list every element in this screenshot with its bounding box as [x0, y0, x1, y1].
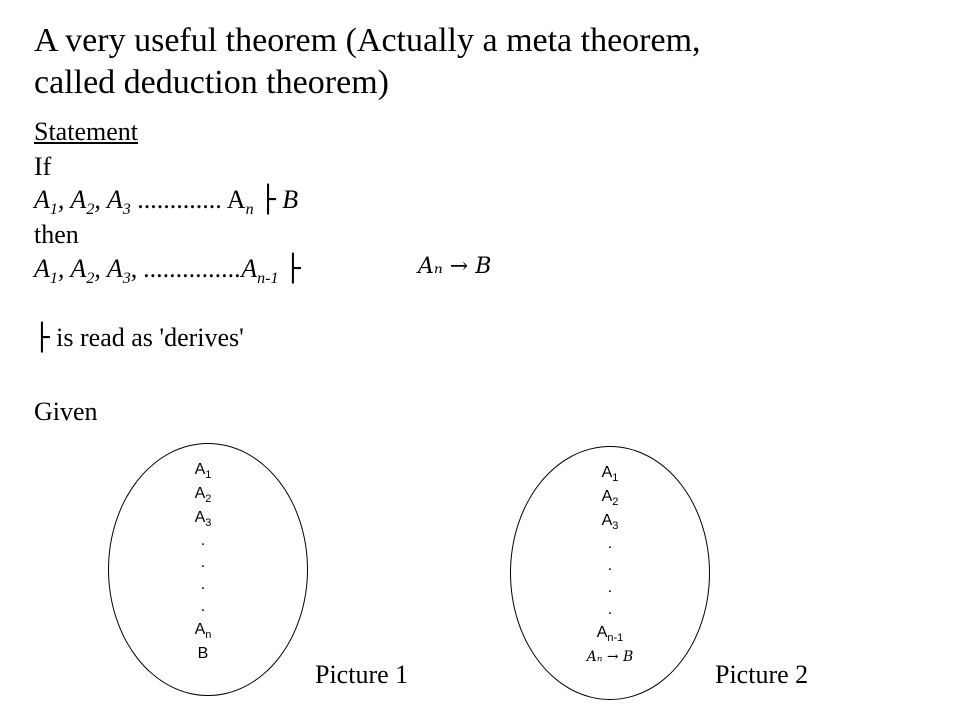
- turnstile-symbol: ├: [260, 185, 276, 215]
- picture1-item: $A_1$: [194, 461, 212, 481]
- line2-sep2: , A: [94, 254, 123, 283]
- picture1-list: [178, 458, 228, 666]
- line1-sub2: 2: [86, 201, 95, 218]
- line1-sub3: 3: [122, 201, 131, 218]
- picture1-caption: Picture 1: [315, 660, 409, 689]
- picture2-dot: .: [607, 557, 613, 574]
- line2-a: A: [34, 254, 50, 283]
- picture1-item: $A_2$: [194, 485, 212, 505]
- picture1-item: $A_n$: [194, 621, 212, 641]
- given-label: Given: [34, 397, 98, 426]
- picture2-item: $A_{n-1}$: [596, 624, 624, 644]
- picture2-item: $A_2$: [601, 488, 619, 508]
- line2-sub2: 2: [86, 270, 95, 287]
- derives-note: [34, 323, 244, 353]
- premise-line: [34, 185, 299, 218]
- line2-dots: , ...............A: [130, 254, 258, 283]
- turnstile-symbol: ├: [284, 254, 301, 284]
- slide-title: A very useful theorem (Actually a meta theorem, called deduction theorem): [34, 22, 701, 101]
- if-label: If: [34, 152, 52, 181]
- line2-sep1: , A: [57, 254, 87, 283]
- picture2-dot: .: [607, 579, 613, 596]
- line2-subn: n-1: [257, 270, 279, 287]
- picture2-item: $A_3$: [601, 512, 619, 532]
- line1-subn: n: [245, 201, 254, 218]
- line1-dots: ............. A: [130, 185, 246, 214]
- picture1-dot: .: [200, 554, 206, 571]
- picture2-dot: .: [607, 535, 613, 552]
- line1-sub1: 1: [49, 201, 58, 218]
- line2-sub3: 3: [122, 270, 131, 287]
- picture1-dot: .: [200, 532, 206, 549]
- line2-sub1: 1: [49, 270, 58, 287]
- picture2-dot: .: [607, 601, 613, 618]
- then-label: then: [34, 220, 79, 249]
- picture2-formula: Aₙ → B: [586, 649, 634, 665]
- derives-text: is read as 'derives': [49, 323, 244, 352]
- statement-heading: Statement: [34, 117, 138, 146]
- picture1-dot: .: [200, 576, 206, 593]
- picture2-item: $A_1$: [601, 464, 619, 484]
- picture1-item: B: [197, 645, 209, 662]
- picture2-list: [575, 461, 645, 669]
- implication-formula: Aₙ → B: [418, 254, 492, 279]
- picture1-dot: .: [200, 598, 206, 615]
- turnstile-symbol: ├: [34, 323, 50, 353]
- line1-b: B: [282, 185, 299, 214]
- picture2-caption: Picture 2: [715, 660, 809, 689]
- line1-sep2: , A: [94, 185, 123, 214]
- line1-a: A: [34, 185, 50, 214]
- line1-sep1: , A: [57, 185, 87, 214]
- conclusion-line: [34, 254, 301, 287]
- picture1-item: $A_3$: [194, 509, 212, 529]
